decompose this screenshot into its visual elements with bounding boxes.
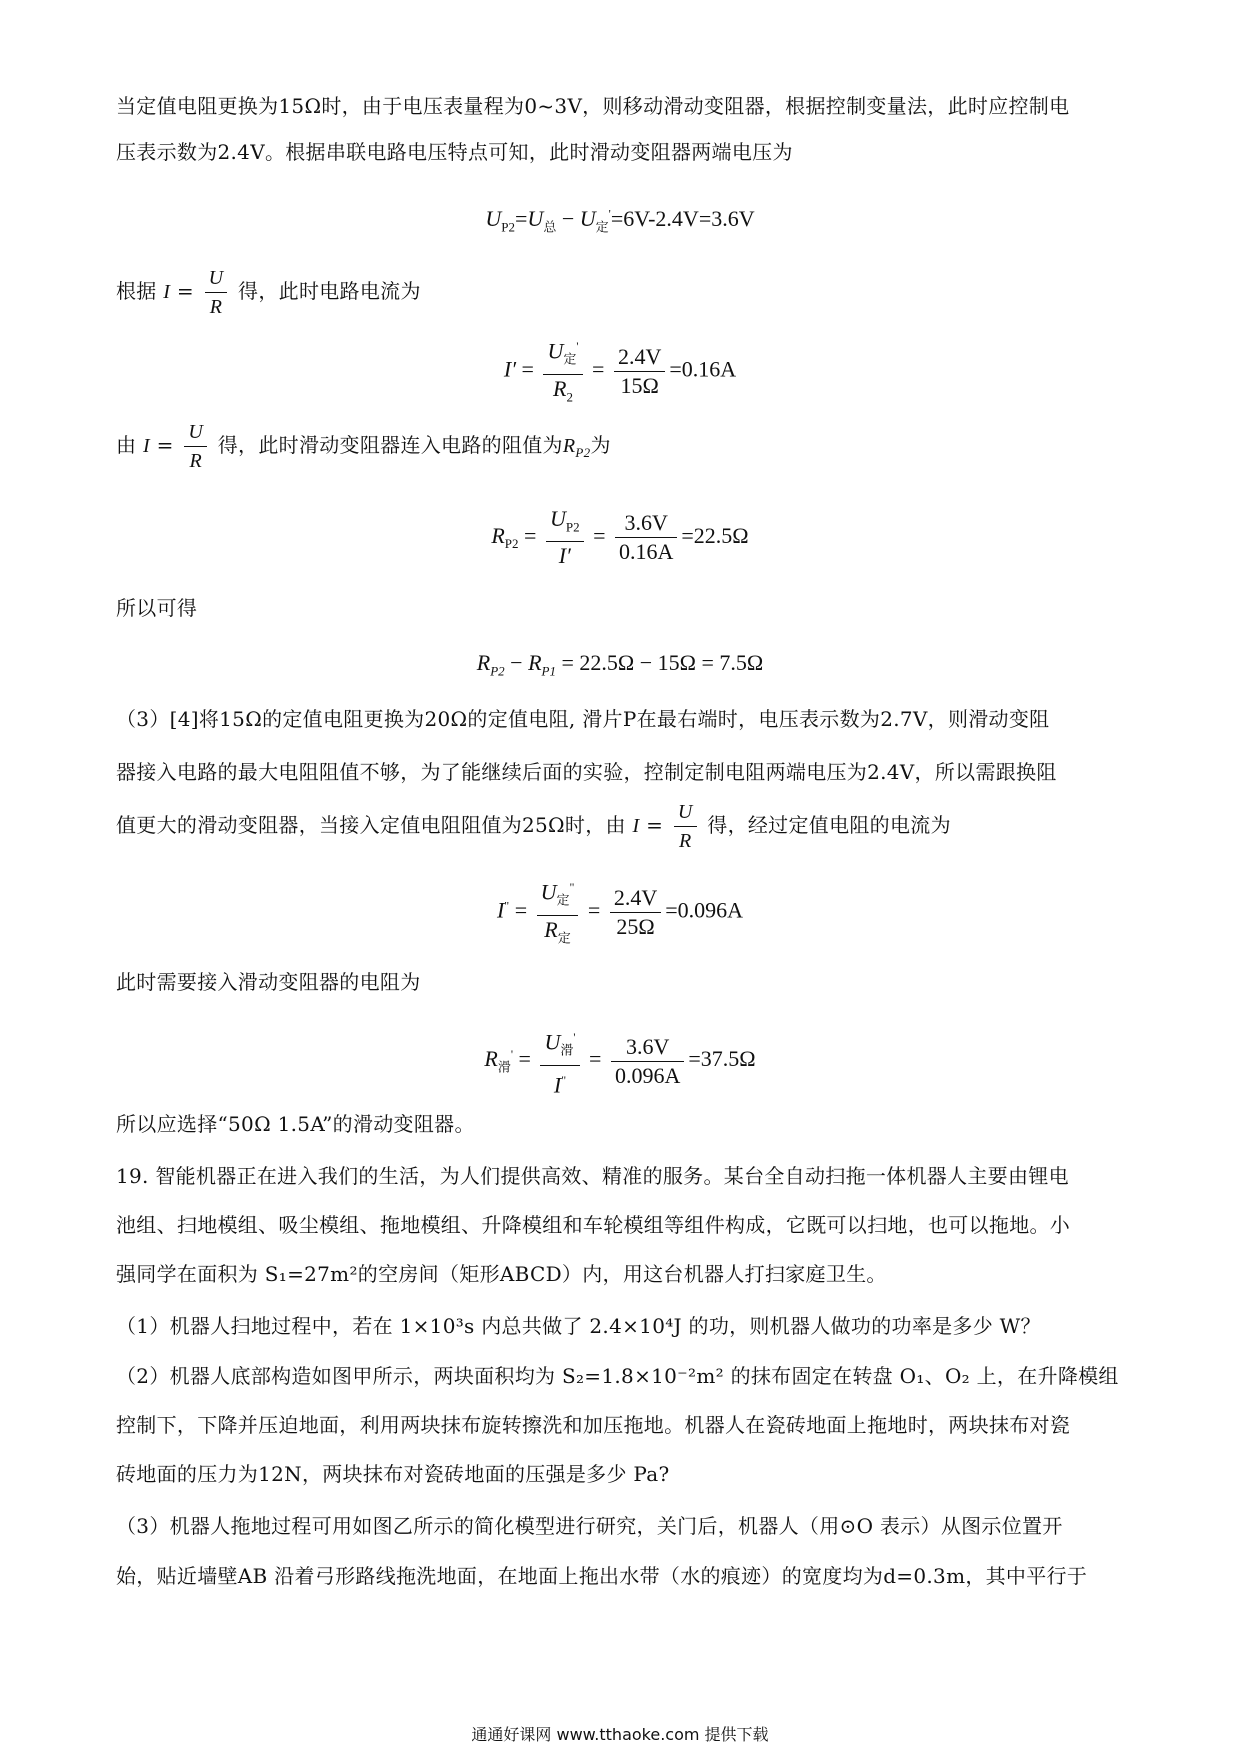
denominator: I — [553, 1072, 562, 1098]
eq-sub: P1 — [541, 663, 556, 679]
paragraph: （3）[4]将15Ω的定值电阻更换为20Ω的定值电阻, 滑片P在最右端时，电压表示数为2.7V，则滑动变阻 — [116, 707, 1050, 731]
eq-symbol: I — [496, 897, 505, 923]
paragraph-ohm-3: 值更大的滑动变阻器，当接入定值电阻阻值为25Ω时，由 I = $\frac{U}{R}$ 得，经过定值电阻的电流为 — [116, 798, 1130, 855]
numerator: U — [544, 1029, 561, 1055]
denominator: R — [189, 450, 202, 472]
eq-sub: P2 — [565, 519, 580, 535]
eq-result: =37.5Ω — [688, 1046, 756, 1072]
numerator: U — [547, 338, 564, 364]
eq-sub: 2 — [566, 389, 573, 405]
text: 得，此时电路电流为 — [238, 279, 421, 303]
eq-result: =22.5Ω — [681, 522, 749, 548]
eq-symbol: U — [579, 206, 596, 231]
numerator: 2.4V — [610, 884, 661, 913]
eq-sub: 滑 — [497, 1059, 511, 1075]
paragraph: 器接入电路的最大电阻阻值不够，为了能继续后面的实验，控制定制电阻两端电压为2.4V，所以需跟换阻 — [116, 760, 1057, 784]
eq-sub: 定 — [557, 930, 571, 946]
eq-symbol: U — [485, 206, 502, 231]
fraction — [611, 1033, 684, 1090]
eq-sup: ' — [573, 1030, 576, 1044]
question-19-part-2: （2）机器人底部构造如图甲所示，两块面积均为 S₂=1.8×10⁻²m² 的抹布固定在转盘 O₁、O₂ 上，在升降模组 — [116, 1364, 1119, 1388]
eq-symbol: R — [491, 522, 505, 548]
denominator: R — [209, 296, 223, 318]
eq-sup: ' — [608, 206, 611, 221]
eq-symbol: R — [484, 1046, 498, 1072]
paragraph-ohm-2: 由 I = $\frac{U}{R}$ 得，此时滑动变阻器连入电路的阻值为$R_{P2}$为 — [116, 418, 1130, 475]
eq-sup: " — [504, 898, 510, 913]
fraction — [184, 418, 207, 475]
numerator: U — [540, 879, 557, 905]
numerator: U — [674, 798, 697, 827]
fraction — [610, 884, 661, 941]
equation-resistance: $R_{P2}$ = $\frac{U_{P2}}{I'}$ = $\frac{3.6V}{0.16A}$ =22.5Ω — [491, 506, 749, 569]
text: 得，经过定值电阻的电流为 — [707, 813, 951, 837]
text: 根据 — [116, 279, 157, 303]
denominator: 0.096A — [614, 1062, 681, 1088]
question-19-part-2: 控制下，下降并压迫地面，利用两块抹布旋转擦洗和加压拖地。机器人在瓷砖地面上拖地时，两块抹布对瓷 — [116, 1413, 1071, 1437]
eq-result: =0.16A — [669, 356, 737, 382]
eq-sub: 总 — [543, 219, 557, 235]
fraction — [537, 873, 579, 952]
text: 由 — [116, 433, 137, 457]
eq-sub: P2 — [490, 663, 505, 679]
eq-result: =0.096A — [665, 897, 744, 923]
paragraph: 所以应选择“50Ω 1.5A”的滑动变阻器。 — [116, 1112, 475, 1136]
paragraph: 所以可得 — [116, 596, 198, 620]
eq-sub: 滑 — [560, 1042, 574, 1058]
denominator: R — [553, 375, 567, 401]
eq-sup: ' — [576, 339, 579, 353]
fraction — [546, 505, 584, 570]
question-19-part-3: 始，贴近墙壁AB 沿着弓形路线拖洗地面，在地面上拖出水带（水的痕迹）的宽度均为d=0.3m，其中平行于 — [116, 1564, 1088, 1588]
fraction — [614, 343, 665, 400]
denominator: I′ — [558, 543, 571, 569]
paragraph-ohm-1: 根据 I = $\frac{U}{R}$ 得，此时电路电流为 — [116, 264, 1130, 321]
question-19-part-2: 砖地面的压力为12N，两块抹布对瓷砖地面的压强是多少 Pa? — [116, 1462, 670, 1486]
equation-current: I′ = $\frac{U_定'}{R_2}$ = $\frac{2.4V}{15\Omega}$ =0.16A — [0, 332, 1240, 411]
numerator: 3.6V — [615, 509, 677, 538]
question-19-line-2: 池组、扫地模组、吸尘模组、拖地模组、升降模组和车轮模组等组件构成，它既可以扫地，也可以拖地。小 — [116, 1213, 1071, 1237]
equation-difference: $R_{P2} - R_{P1} = 22.5\Omega - 15\Omega = 7.5\Omega$ — [476, 650, 764, 679]
denominator: 25Ω — [616, 914, 655, 940]
text: 得，此时滑动变阻器连入电路的阻值为 — [217, 433, 563, 457]
question-19-line-1: 19. 智能机器正在进入我们的生活，为人们提供高效、精准的服务。某台全自动扫拖一体机器人主要由锂电 — [116, 1164, 1069, 1188]
eq-sup: ' — [510, 1046, 514, 1061]
denominator: 0.16A — [619, 539, 674, 565]
eq-symbol: I — [142, 435, 150, 457]
eq-symbol: R — [476, 650, 491, 675]
equation-slider-resistance: $R_滑'$ = $\frac{U_滑'}{I^"}$ = $\frac{3.6V}{0.096A}$ =37.5Ω — [0, 1023, 1240, 1099]
question-19-part-3: （3）机器人拖地过程可用如图乙所示的简化模型进行研究，关门后，机器人（用⊙O 表示）从图示位置开 — [116, 1514, 1063, 1538]
eq-symbol: I — [632, 815, 640, 837]
numerator: U — [184, 418, 207, 447]
paragraph: 此时需要接入滑动变阻器的电阻为 — [116, 970, 421, 994]
page-footer: 通通好课网 www.tthaoke.com 提供下载 — [471, 1725, 769, 1744]
denominator: 15Ω — [620, 373, 659, 399]
paragraph: 当定值电阻更换为15Ω时，由于电压表量程为0~3V，则移动滑动变阻器，根据控制变量法，此时应控制电 — [116, 94, 1070, 118]
fraction — [543, 332, 582, 411]
fraction — [674, 798, 697, 855]
eq-sub: P2 — [501, 219, 515, 235]
eq-symbol: R — [562, 435, 576, 457]
eq-sub: P2 — [575, 445, 591, 460]
eq-sup: " — [569, 880, 575, 894]
question-19-line-3: 强同学在面积为 S₁=27m²的空房间（矩形ABCD）内，用这台机器人打扫家庭卫生。 — [116, 1262, 887, 1286]
numerator: U — [549, 506, 566, 531]
text: 值更大的滑动变阻器，当接入定值电阻阻值为25Ω时，由 — [116, 813, 626, 837]
eq-symbol: I′ — [503, 356, 517, 382]
fraction — [615, 509, 677, 566]
equation-voltage: $U_{P2}=U_总 - U_定'=6V-2.4V=3.6V$ — [485, 206, 755, 235]
question-19-part-1: （1）机器人扫地过程中，若在 1×10³s 内总共做了 2.4×10⁴J 的功，则机器人做功的功率是多少 W？ — [116, 1314, 1041, 1338]
denominator: R — [678, 830, 692, 852]
eq-sub: 定 — [595, 219, 609, 235]
fraction — [540, 1023, 579, 1099]
fraction — [205, 264, 228, 321]
denominator: R — [544, 916, 558, 942]
numerator: 3.6V — [611, 1033, 684, 1062]
text: 为 — [590, 433, 611, 457]
numerator: U — [205, 264, 228, 293]
eq-symbol: I — [163, 281, 171, 303]
eq-symbol: U — [527, 206, 544, 231]
numerator: 2.4V — [614, 343, 665, 372]
paragraph: 压表示数为2.4V。根据串联电路电压特点可知，此时滑动变阻器两端电压为 — [116, 140, 793, 164]
eq-sub: P2 — [504, 536, 519, 552]
eq-result: = 22.5Ω − 15Ω = 7.5Ω — [561, 650, 764, 675]
eq-sub: 定 — [556, 892, 570, 908]
eq-symbol: R — [528, 650, 542, 675]
eq-sub: 定 — [563, 351, 577, 367]
eq-result: =6V-2.4V=3.6V — [610, 206, 755, 231]
eq-sup: " — [561, 1072, 567, 1087]
equation-current-2: I" = $\frac{U_定^"}{R_定}$ = $\frac{2.4V}{25\Omega}$ =0.096A — [0, 873, 1240, 952]
